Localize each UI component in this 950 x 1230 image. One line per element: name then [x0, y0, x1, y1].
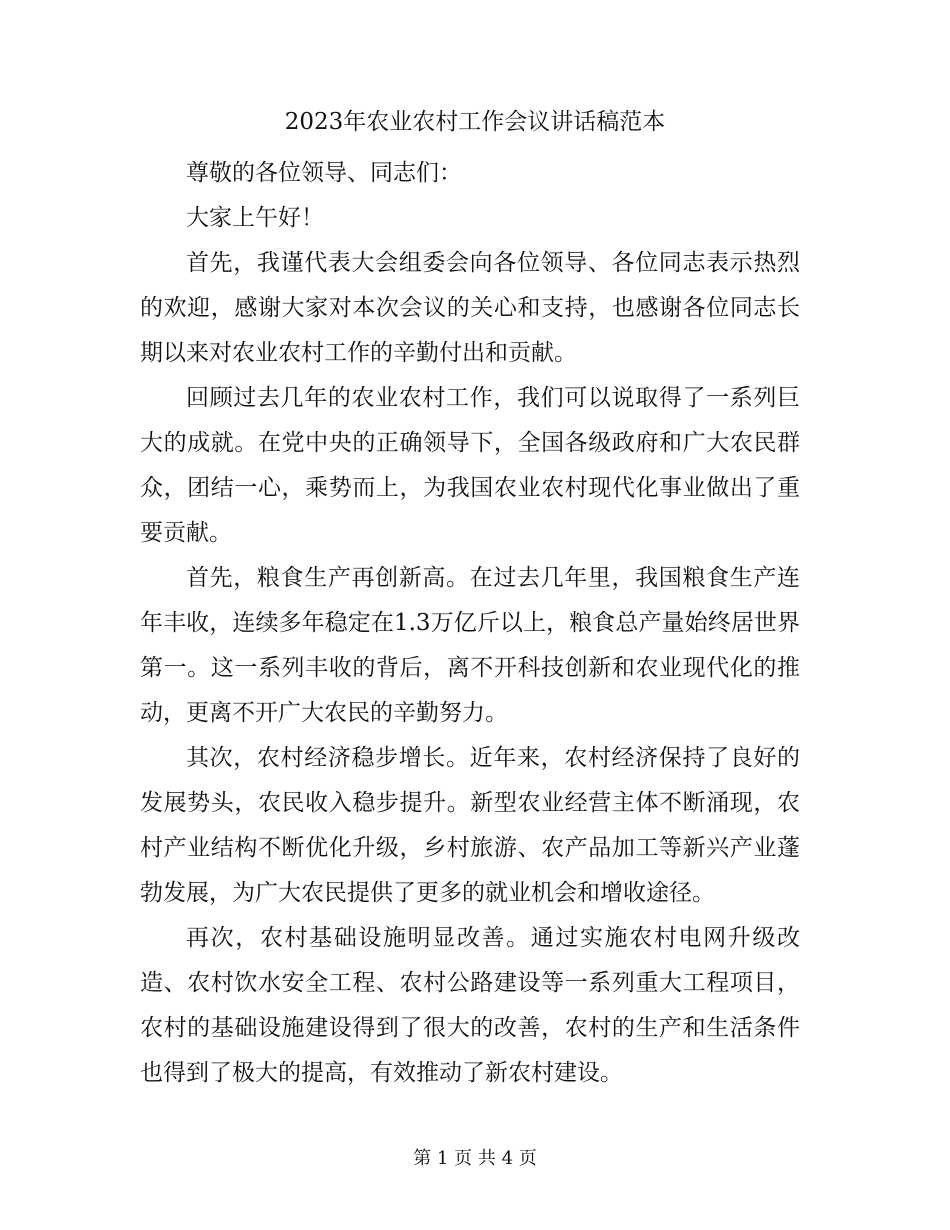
document-title: 2023年农业农村工作会议讲话稿范本 — [284, 109, 666, 135]
greeting-paragraph: 大家上午好！ — [186, 205, 324, 231]
grain-production-paragraph: 首先，粮食生产再创新高。在过去几年里，我国粮食生产连年丰收，连续多年稳定在1.3万亿斤以上，粮食总产量始终居世界第一。这一系列丰收的背后，离不开科技创新和农业现代化的推动，更离不开广大农民的辛勤努力。 — [140, 565, 800, 726]
page-number-footer: 第 1 页 共 4 页 — [413, 1148, 537, 1169]
welcome-paragraph: 首先，我谨代表大会组委会向各位领导、各位同志表示热烈的欢迎，感谢大家对本次会议的关心和支持，也感谢各位同志长期以来对农业农村工作的辛勤付出和贡献。 — [140, 250, 800, 366]
rural-economy-paragraph: 其次，农村经济稳步增长。近年来，农村经济保持了良好的发展势头，农民收入稳步提升。新型农业经营主体不断涌现，农村产业结构不断优化升级，乡村旅游、农产品加工等新兴产业蓬勃发展，为广大农民提供了更多的就业机会和增收途径。 — [140, 745, 800, 906]
review-paragraph: 回顾过去几年的农业农村工作，我们可以说取得了一系列巨大的成就。在党中央的正确领导下，全国各级政府和广大农民群众，团结一心，乘势而上，为我国农业农村现代化事业做出了重要贡献。 — [140, 385, 800, 546]
salutation-paragraph: 尊敬的各位领导、同志们： — [186, 160, 462, 186]
infrastructure-paragraph: 再次，农村基础设施明显改善。通过实施农村电网升级改造、农村饮水安全工程、农村公路建设等一系列重大工程项目，农村的基础设施建设得到了很大的改善，农村的生产和生活条件也得到了极大的提高，有效推动了新农村建设。 — [140, 925, 800, 1086]
document-body — [140, 151, 800, 1096]
